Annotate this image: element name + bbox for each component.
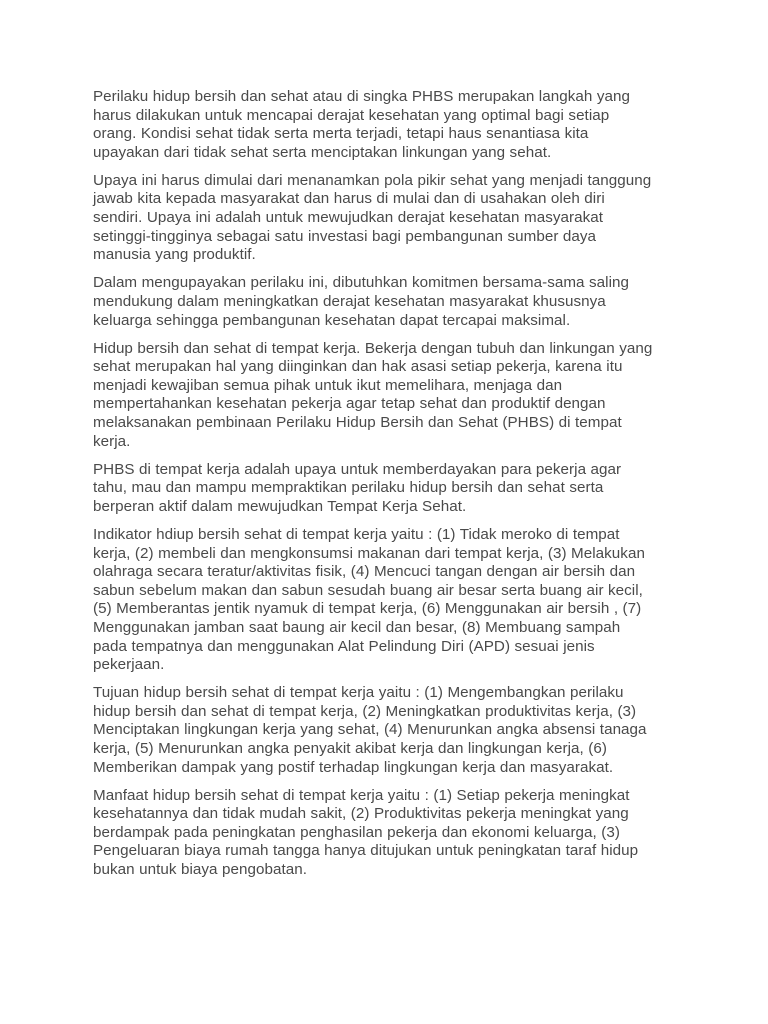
paragraph-goals: Tujuan hidup bersih sehat di tempat kerja yaitu : (1) Mengembangkan perilaku hidup bersih dan sehat di tempat kerja, (2) Meningkatkan produktivitas kerja, (3) Menciptakan lingkungan kerja yang sehat, (4) Menurunkan angka absensi tanaga kerja, (5) Menurunkan angka penyakit akibat kerja dan lingkungan kerja, (6) Memberikan dampak yang postif terhadap lingkungan kerja dan masyarakat. bbox=[93, 684, 647, 776]
paragraph-commitment: Dalam mengupayakan perilaku ini, dibutuhkan komitmen bersama-sama saling mendukung dalam meningkatkan derajat kesehatan masyarakat khususnya keluarga sehingga pembangunan kesehatan dapat tercapai maksimal. bbox=[93, 274, 629, 329]
paragraph-indicators: Indikator hdiup bersih sehat di tempat kerja yaitu : (1) Tidak meroko di tempat kerja, (2) membeli dan mengkonsumsi makanan dari tempat kerja, (3) Melakukan olahraga secara teratur/aktivitas fisik, (4) Mencuci tangan dengan air bersih dan sabun sebelum makan dan sabun sesudah buang air besar serta buang air kecil, (5) Memberantas jentik nyamuk di tempat kerja, (6) Menggunakan air bersih , (7) Menggunakan jamban saat baung air kecil dan besar, (8) Membuang sampah pada tempatnya dan menggunakan Alat Pelindung Diri (APD) sesuai jenis pekerjaan. bbox=[93, 525, 645, 674]
paragraph-phbs-workplace-definition: PHBS di tempat kerja adalah upaya untuk memberdayakan para pekerja agar tahu, mau dan mampu mempraktikan perilaku hidup bersih dan sehat serta berperan aktif dalam mewujudkan Tempat Kerja Sehat. bbox=[93, 460, 622, 515]
paragraph-benefits: Manfaat hidup bersih sehat di tempat kerja yaitu : (1) Setiap pekerja meningkat kesehatannya dan tidak mudah sakit, (2) Produktivitas pekerja meningkat yang berdampak pada peningkatan penghasilan pekerja dan ekonomi keluarga, (3) Pengeluaran biaya rumah tangga hanya ditujukan untuk peningkatan taraf hidup bukan untuk biaya pengobatan. bbox=[93, 786, 639, 879]
paragraph-effort-mindset: Upaya ini harus dimulai dari menanamkan pola pikir sehat yang menjadi tanggung jawab kita kepada masyarakat dan harus di mulai dan di usahakan oleh diri sendiri. Upaya ini adalah untuk mewujudkan derajat kesehatan masyarakat setinggi-tingginya sebagai satu investasi bagi pembangunan sumber daya manusia yang produktif. bbox=[93, 171, 652, 264]
document-body bbox=[93, 88, 653, 889]
paragraph-workplace-health: Hidup bersih dan sehat di tempat kerja. Bekerja dengan tubuh dan linkungan yang sehat merupakan hal yang diinginkan dan hak asasi setiap pekerja, karena itu menjadi kewajiban semua pihak untuk ikut memelihara, menjaga dan mempertahankan kesehatan pekerja agar tetap sehat dan produktif dengan melaksanakan pembinaan Perilaku Hidup Bersih dan Sehat (PHBS) di tempat kerja. bbox=[93, 339, 653, 450]
paragraph-intro-phbs: Perilaku hidup bersih dan sehat atau di singka PHBS merupakan langkah yang harus dilakukan untuk mencapai derajat kesehatan yang optimal bagi setiap orang. Kondisi sehat tidak serta merta terjadi, tetapi haus senantiasa kita upayakan dari tidak sehat serta menciptakan linkungan yang sehat. bbox=[93, 88, 630, 161]
